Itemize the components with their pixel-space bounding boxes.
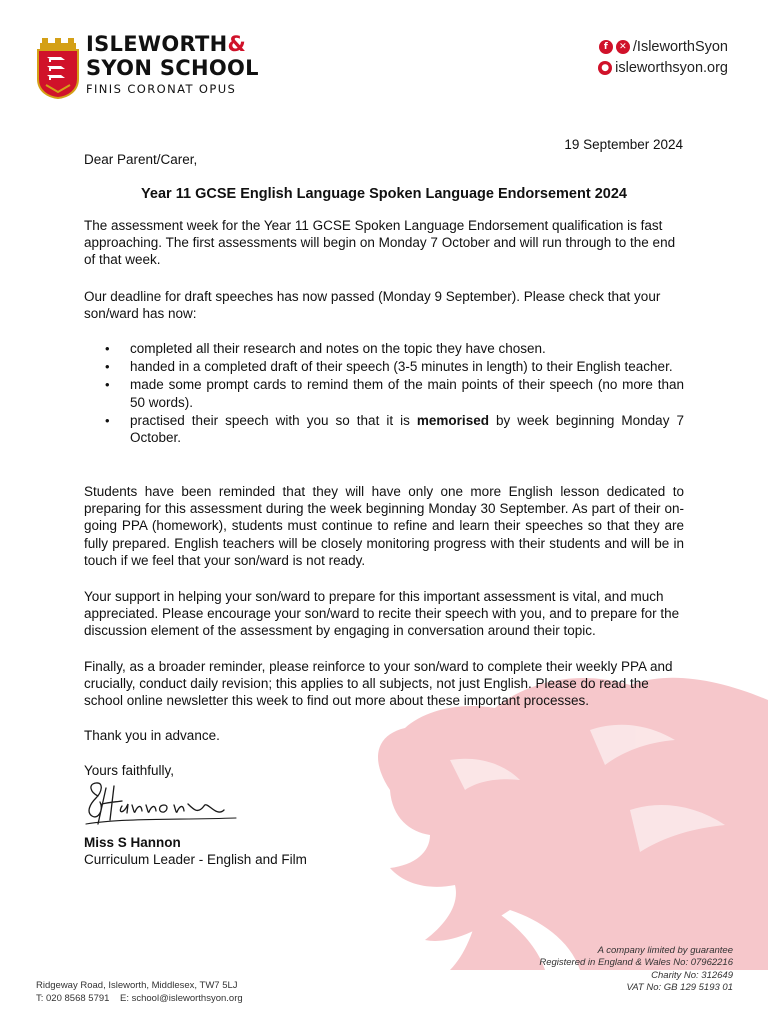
- contact-line: [36, 992, 243, 1005]
- signer-role: Curriculum Leader - English and Film: [84, 852, 307, 867]
- globe-icon: ●: [598, 61, 612, 75]
- school-address: Ridgeway Road, Isleworth, Middlesex, TW7 5LJ: [36, 980, 238, 991]
- checklist-item: • completed all their research and notes on the topic they have chosen.: [130, 340, 684, 357]
- paragraph-5: Finally, as a broader reminder, please reinforce to your son/ward to complete their weekly PPA and crucially, conduct daily revision; this applies to all subjects, not just English. Please do read the school online newsletter this week to find out more about these important processes.: [84, 659, 673, 709]
- paragraph-1: The assessment week for the Year 11 GCSE Spoken Language Endorsement qualification is fast approaching. The first assessments will begin on Monday 7 October and will run through to the end of that week.: [84, 218, 676, 268]
- header-contact: [598, 36, 728, 78]
- legal-line: Registered in England & Wales No: 07962216: [539, 957, 733, 969]
- sign-off: Yours faithfully,: [84, 763, 175, 778]
- letter-title: Year 11 GCSE English Language Spoken Language Endorsement 2024: [141, 186, 627, 202]
- legal-line: VAT No: GB 129 5193 01: [626, 982, 733, 994]
- legal-line: A company limited by guarantee: [597, 945, 733, 956]
- legal-info: [539, 945, 733, 995]
- paragraph-3: Students have been reminded that they will have only one more English lesson dedicated to preparing for this assessment during the week beginning Monday 30 September. As part of their on-going PPA (homework), students must continue to refine and learn their speeches so that they are fully prepared. English teachers will be closely monitoring progress with their students and will be in touch if we feel that your son/ward is not ready.: [84, 484, 684, 568]
- paragraph-4: Your support in helping your son/ward to prepare for this important assessment is vital, and much appreciated. Please encourage your son/ward to recite their speech with you, and to prepare for the discussion element of the assessment by engaging in conversation around their topic.: [84, 589, 680, 639]
- phone-number[interactable]: T: 020 8568 5791: [36, 993, 110, 1004]
- checklist: [84, 340, 684, 447]
- footer-address: [36, 979, 243, 1005]
- school-name: [86, 34, 259, 96]
- school-motto: FINIS CORONAT OPUS: [86, 82, 237, 96]
- x-icon[interactable]: ✕: [616, 40, 630, 54]
- signer-name: Miss S Hannon: [84, 835, 181, 850]
- social-row: [598, 36, 728, 57]
- facebook-icon[interactable]: f: [599, 40, 613, 54]
- checklist-item-text: by week beginning Monday 7 October.: [130, 412, 684, 446]
- paragraph-2: Our deadline for draft speeches has now passed (Monday 9 September). Please check that your son/ward has now:: [84, 289, 661, 322]
- paragraph-6: Thank you in advance.: [84, 728, 220, 743]
- website-row: [598, 57, 728, 78]
- checklist-item: • handed in a completed draft of their speech (3-5 minutes in length) to their English teacher.: [130, 358, 684, 375]
- checklist-item: [130, 412, 684, 446]
- handwritten-signature: [84, 780, 244, 830]
- salutation: Dear Parent/Carer,: [84, 152, 198, 167]
- school-name-line2: SYON SCHOOL: [86, 56, 259, 80]
- school-crest-icon: [36, 37, 80, 99]
- legal-line: Charity No: 312649: [651, 969, 733, 981]
- school-name-line1: ISLEWORTH: [86, 32, 228, 56]
- social-handle[interactable]: /IsleworthSyon: [632, 38, 728, 55]
- website-link[interactable]: isleworthsyon.org: [615, 59, 728, 76]
- checklist-item-text: practised their speech with you so that it is: [130, 412, 417, 428]
- checklist-item-highlight: memorised: [416, 412, 489, 428]
- school-name-ampersand: &: [227, 32, 247, 56]
- email-address[interactable]: E: school@isleworthsyon.org: [120, 993, 243, 1004]
- letter-date: 19 September 2024: [564, 137, 683, 152]
- checklist-item: • made some prompt cards to remind them of the main points of their speech (no more than 50 words).: [130, 376, 684, 410]
